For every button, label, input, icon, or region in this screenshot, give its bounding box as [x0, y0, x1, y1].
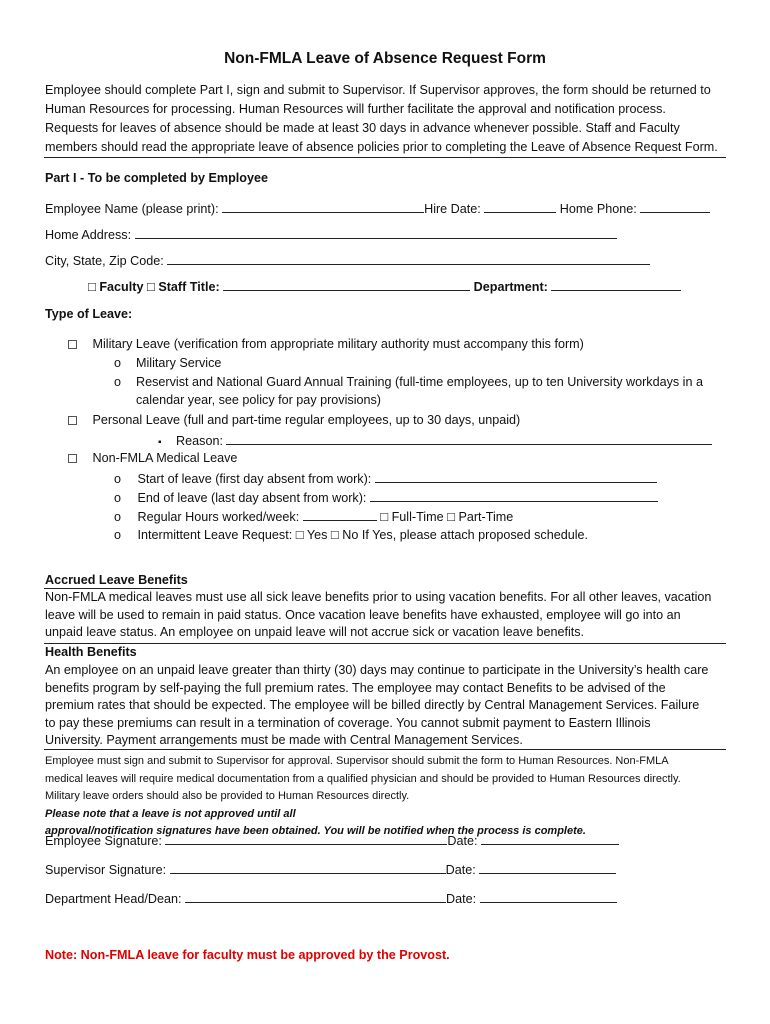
- hours-row: [114, 508, 513, 524]
- bullet-icon: o: [114, 356, 122, 370]
- medical-leave-checkbox[interactable]: [68, 454, 77, 463]
- instructions-line: [45, 788, 735, 823]
- part-time-label: Part-Time: [458, 510, 514, 524]
- supervisor-signature-field[interactable]: [170, 861, 446, 874]
- reason-row: [158, 432, 712, 448]
- intermittent-label: Intermittent Leave Request:: [137, 528, 293, 542]
- military-leave-label: Military Leave (verification from appropriate military authority must accompany this form): [92, 337, 584, 351]
- military-leave-checkbox[interactable]: [68, 340, 77, 349]
- accrued-line: Non-FMLA medical leaves must use all sick leave benefits prior to using vacation benefits. For all other leaves, vacation: [45, 590, 712, 604]
- health-line: premium rates that should be expected. The employee will be billed directly by Central Management Services. Failure: [45, 698, 700, 712]
- personal-leave-option: [68, 413, 520, 427]
- instructions-line: Employee must sign and submit to Supervisor for approval. Supervisor should submit the form to Human Resources. Non-FMLA: [45, 755, 669, 767]
- reservist-label-line2: calendar year, see policy for pay provisions): [136, 393, 381, 407]
- part-time-checkbox[interactable]: □: [447, 509, 455, 524]
- supervisor-signature-row: [45, 861, 616, 877]
- employee-info-row: [45, 200, 710, 216]
- bullet-icon: o: [114, 528, 122, 542]
- accrued-paragraph: [45, 589, 735, 642]
- employee-signature-row: [45, 832, 619, 848]
- accrued-divider: [44, 643, 726, 644]
- intermittent-row: [114, 527, 588, 542]
- employee-name-label: Employee Name (please print):: [45, 202, 219, 216]
- home-address-label: Home Address:: [45, 228, 132, 242]
- accrued-line: leave will be used to remain in paid status. Once vacation leave benefits have exhausted, employee will go into an: [45, 607, 681, 622]
- bullet-icon: o: [114, 472, 122, 486]
- instructions-plain: Military leave orders should also be provided to Human Resources directly.: [45, 790, 410, 802]
- start-leave-row: [114, 470, 657, 486]
- full-time-label: Full-Time: [391, 510, 444, 524]
- staff-title-field[interactable]: [223, 278, 470, 291]
- personal-leave-label: Personal Leave (full and part-time regular employees, up to 30 days, unpaid): [92, 413, 521, 427]
- square-bullet-icon: ▪: [158, 437, 162, 448]
- bullet-icon: o: [114, 510, 122, 524]
- start-leave-field[interactable]: [375, 470, 657, 483]
- title-department-row: [88, 278, 681, 294]
- health-line: to pay these premiums can result in a termination of coverage. You cannot submit payment to Eastern Illinois: [45, 715, 651, 730]
- staff-checkbox[interactable]: □: [146, 279, 155, 294]
- dept-head-signature-label: Department Head/Dean:: [45, 892, 182, 906]
- health-divider: [44, 749, 726, 750]
- yes-label: Yes: [306, 528, 328, 542]
- dept-head-signature-field[interactable]: [185, 890, 446, 903]
- intro-paragraph: [45, 81, 735, 157]
- date-label: Date:: [447, 834, 478, 848]
- bullet-icon: o: [114, 375, 122, 389]
- no-label: No: [342, 528, 359, 542]
- employee-name-field[interactable]: [222, 200, 424, 213]
- faculty-checkbox[interactable]: □: [88, 279, 96, 294]
- intro-line: members should read the appropriate leave of absence policies prior to completing the Leave of Absence Request Form.: [45, 140, 718, 154]
- type-of-leave-heading: Type of Leave:: [45, 307, 133, 321]
- accrued-heading: Accrued Leave Benefits: [45, 573, 188, 587]
- intro-line: Human Resources for processing. Human Resources will further facilitate the approval and notification process.: [45, 102, 666, 116]
- department-field[interactable]: [551, 278, 681, 291]
- staff-title-label: Staff Title:: [158, 280, 220, 294]
- start-leave-label: Start of leave (first day absent from work):: [137, 472, 372, 486]
- list-item: [114, 375, 703, 389]
- provost-note: Note: Non-FMLA leave for faculty must be approved by the Provost.: [45, 948, 450, 962]
- dept-head-signature-row: [45, 890, 617, 906]
- personal-leave-checkbox[interactable]: [68, 416, 77, 425]
- full-time-checkbox[interactable]: □: [380, 509, 389, 524]
- hire-date-field[interactable]: [484, 200, 556, 213]
- intermittent-yes-checkbox[interactable]: □: [295, 527, 304, 542]
- employee-signature-field[interactable]: [165, 832, 447, 845]
- intro-line: Requests for leaves of absence should be made at least 30 days in advance whenever possible. Staff and Faculty: [45, 121, 680, 135]
- home-phone-field[interactable]: [640, 200, 710, 213]
- military-leave-option: [68, 337, 584, 351]
- accrued-line: unpaid leave status. An employee on unpaid leave will not accrue sick or vacation leave benefits.: [45, 625, 585, 639]
- department-label: Department:: [473, 280, 548, 294]
- reason-field[interactable]: [226, 432, 712, 445]
- reservist-label-line1: Reservist and National Guard Annual Training (full-time employees, up to ten University workdays in a: [136, 375, 703, 389]
- end-leave-row: [114, 489, 658, 505]
- if-yes-instruction: If Yes, please attach proposed schedule.: [361, 528, 589, 542]
- health-heading: Health Benefits: [45, 645, 137, 659]
- city-field[interactable]: [167, 252, 650, 265]
- supervisor-signature-label: Supervisor Signature:: [45, 863, 167, 877]
- intro-divider: [44, 157, 726, 158]
- end-leave-field[interactable]: [370, 489, 658, 502]
- intermittent-no-checkbox[interactable]: □: [330, 527, 339, 542]
- hours-field[interactable]: [303, 508, 377, 521]
- supervisor-date-field[interactable]: [479, 861, 616, 874]
- hours-label: Regular Hours worked/week:: [137, 510, 300, 524]
- home-address-row: [45, 226, 617, 242]
- dept-head-date-field[interactable]: [480, 890, 617, 903]
- home-address-field[interactable]: [135, 226, 617, 239]
- employee-signature-label: Employee Signature:: [45, 834, 162, 848]
- instructions-line: medical leaves will require medical documentation from a qualified physician and should be provided to Human Resources directly.: [45, 772, 681, 785]
- hire-date-label: Hire Date:: [424, 202, 481, 216]
- bullet-icon: o: [114, 491, 122, 505]
- health-line: An employee on an unpaid leave greater than thirty (30) days may continue to participate in the University’s health care: [45, 663, 709, 677]
- intro-line: Employee should complete Part I, sign and submit to Supervisor. If Supervisor approves, the form should be returned to: [45, 83, 711, 97]
- military-service-label: Military Service: [136, 356, 222, 370]
- part1-heading: Part I - To be completed by Employee: [45, 171, 269, 185]
- city-row: [45, 252, 650, 268]
- reason-label: Reason:: [176, 434, 223, 448]
- city-label: City, State, Zip Code:: [45, 254, 164, 268]
- date-label: Date:: [446, 892, 477, 906]
- instructions-emphasis: approval/notification signatures have been obtained. You will be notified when the process is complete.: [45, 825, 586, 837]
- health-paragraph: [45, 662, 735, 750]
- medical-leave-option: [68, 451, 237, 465]
- instructions-paragraph: [45, 753, 735, 841]
- home-phone-label: Home Phone:: [559, 202, 637, 216]
- date-label: Date:: [445, 863, 476, 877]
- list-item: [114, 356, 222, 370]
- faculty-label: Faculty: [99, 280, 144, 294]
- health-line: benefits program by self-paying the full premium rates. The employee may contact Benefits to be advised of the: [45, 680, 666, 695]
- medical-leave-label: Non-FMLA Medical Leave: [92, 451, 238, 465]
- end-leave-label: End of leave (last day absent from work):: [137, 491, 367, 505]
- health-line: University. Payment arrangements must be made with Central Management Services.: [45, 733, 523, 747]
- instructions-emphasis: Please note that a leave is not approved until all: [45, 807, 296, 820]
- employee-date-field[interactable]: [481, 832, 619, 845]
- form-title: Non-FMLA Leave of Absence Request Form: [224, 50, 546, 67]
